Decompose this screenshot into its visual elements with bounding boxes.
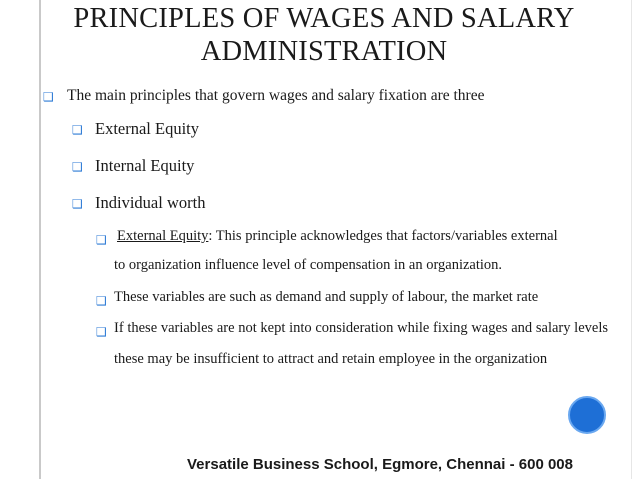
detail-external-equity [117, 228, 558, 245]
intro-text: The main principles that govern wages and salary fixation are three [67, 87, 485, 104]
detail-variables: These variables are such as demand and supply of labour, the market rate [114, 289, 539, 305]
square-bullet-icon: ❑ [72, 160, 83, 174]
title-line-1: PRINCIPLES OF WAGES AND SALARY [73, 3, 575, 34]
title-line-2: ADMINISTRATION [200, 36, 448, 67]
blue-circle-icon [568, 396, 606, 434]
square-bullet-icon: ❑ [96, 233, 107, 247]
external-equity-description: : This principle acknowledges that factors/variables external [208, 228, 558, 244]
detail-external-equity-line2: to organization influence level of compensation in an organization. [114, 257, 503, 273]
slide-title [50, 2, 598, 68]
square-bullet-icon: ❑ [72, 123, 83, 137]
square-bullet-icon: ❑ [43, 90, 54, 104]
principle-item: Internal Equity [95, 156, 195, 175]
principle-item: Individual worth [95, 193, 206, 212]
square-bullet-icon: ❑ [96, 294, 107, 308]
right-border-line [631, 0, 632, 479]
square-bullet-icon: ❑ [96, 325, 107, 339]
principle-item: External Equity [95, 119, 200, 138]
left-border-line [39, 0, 41, 479]
detail-consideration: If these variables are not kept into consideration while fixing wages and salary levels these may be insufficient to attract and retain employee in the organization [114, 320, 608, 367]
external-equity-term: External Equity [117, 228, 209, 244]
square-bullet-icon: ❑ [72, 197, 83, 211]
footer-institution: Versatile Business School, Egmore, Chennai - 600 008 [187, 456, 573, 473]
